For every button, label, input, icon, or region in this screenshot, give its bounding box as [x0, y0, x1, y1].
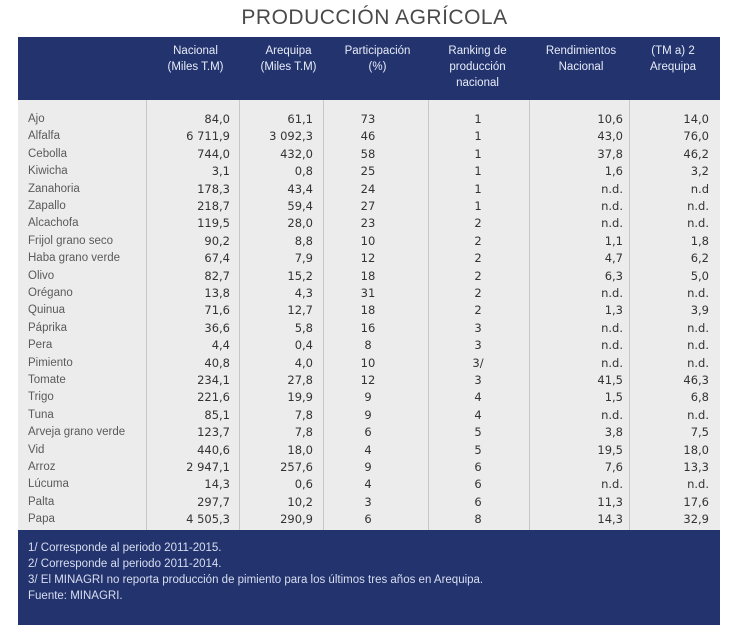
- table-cell: 6: [474, 477, 482, 492]
- table-cell: 2: [474, 216, 482, 231]
- header-ranking: [430, 43, 525, 91]
- table-cell: 46: [360, 129, 376, 144]
- table-cell: 46,3: [683, 373, 709, 387]
- table-row: [18, 268, 720, 285]
- table-cell: 4: [474, 407, 482, 422]
- table-cell: 0,4: [294, 338, 313, 353]
- table-row: [18, 181, 720, 198]
- table-cell: n.d.: [687, 286, 709, 300]
- table-cell: 9: [364, 407, 372, 422]
- crop-name: Arroz: [28, 461, 56, 473]
- table-cell: 9: [364, 390, 372, 405]
- table-row: [18, 302, 720, 319]
- table-row: [18, 494, 720, 511]
- table-cell: 82,7: [204, 268, 230, 283]
- header-participacion-line1: Participación: [344, 45, 411, 57]
- table-row: [18, 337, 720, 354]
- table-row: [18, 511, 720, 528]
- header-rendimientos-line2: Nacional: [558, 61, 604, 73]
- table-cell: 218,7: [197, 199, 230, 213]
- table-row: [18, 442, 720, 459]
- table-cell: 8: [364, 338, 372, 353]
- table-cell: 6: [364, 425, 372, 440]
- table-cell: 5,8: [294, 320, 313, 335]
- source-note: Fuente: MINAGRI.: [28, 590, 123, 602]
- table-cell: 3,1: [211, 164, 230, 179]
- table-cell: 3: [474, 338, 482, 353]
- crop-name: Vid: [28, 443, 45, 456]
- table-body: [18, 100, 720, 530]
- table-cell: 2: [474, 268, 482, 283]
- footnote-2: 2/ Corresponde al periodo 2011-2014.: [28, 558, 222, 570]
- table-cell: 10,2: [287, 494, 313, 509]
- table-cell: 1: [474, 129, 482, 144]
- crop-name: Tuna: [28, 408, 54, 421]
- table-row: [18, 163, 720, 180]
- crop-name: Quinua: [28, 304, 66, 317]
- table-cell: 43,0: [597, 129, 623, 144]
- table-cell: 1: [474, 112, 482, 126]
- table-cell: n.d.: [687, 355, 709, 370]
- header-nacional: [153, 43, 238, 75]
- table-cell: 6,3: [604, 268, 623, 283]
- table-cell: 257,6: [280, 460, 313, 474]
- table-cell: 73: [360, 112, 376, 126]
- table-cell: 18: [360, 268, 376, 283]
- footnote-3: 3/ El MINAGRI no reporta producción de pimiento para los últimos tres años en Arequipa.: [28, 574, 484, 586]
- table-cell: 4,4: [211, 338, 230, 353]
- table-cell: 7,9: [294, 251, 313, 266]
- crop-name: Ajo: [28, 113, 45, 125]
- table-cell: 744,0: [197, 146, 230, 161]
- header-tma-line1: (TM a) 2: [651, 45, 695, 57]
- table-cell: 10,6: [597, 112, 623, 126]
- table-cell: n.d.: [687, 477, 709, 492]
- table-cell: 0,8: [294, 164, 313, 179]
- crop-name: Orégano: [28, 287, 73, 299]
- table-cell: 10: [360, 233, 376, 248]
- table-cell: 290,9: [280, 512, 313, 527]
- table-cell: n.d.: [601, 320, 623, 335]
- table-cell: 5: [474, 442, 482, 457]
- table-cell: 1: [474, 199, 482, 213]
- table-cell: 16: [360, 320, 376, 335]
- header-tma-line2: Arequipa: [649, 61, 697, 73]
- table-cell: 1: [474, 181, 482, 196]
- table-cell: 6: [364, 512, 372, 527]
- table-row: [18, 198, 720, 215]
- header-ranking-line1: Ranking de: [448, 45, 507, 57]
- table-cell: 12: [360, 373, 376, 387]
- table-row: [18, 146, 720, 163]
- table-cell: 2 947,1: [186, 460, 230, 474]
- table-cell: 6,2: [690, 251, 709, 266]
- table-cell: n.d.: [601, 338, 623, 353]
- table-cell: 119,5: [197, 216, 230, 231]
- table-cell: n.d.: [687, 216, 709, 231]
- header-arequipa-line1: Arequipa: [265, 45, 312, 57]
- table-cell: 11,3: [597, 494, 623, 509]
- table-cell: 2: [474, 286, 482, 300]
- table-cell: 12: [360, 251, 376, 266]
- table-cell: 2: [474, 233, 482, 248]
- table-cell: 6,8: [690, 390, 709, 405]
- table-cell: 3,8: [604, 425, 623, 440]
- table-cell: 71,6: [204, 303, 230, 318]
- table-cell: 4: [474, 390, 482, 405]
- table-cell: 6: [474, 494, 482, 509]
- table-cell: 27: [360, 199, 376, 213]
- page-title: PRODUCCIÓN AGRÍCOLA: [241, 6, 508, 29]
- table-cell: 36,6: [204, 320, 230, 335]
- table-cell: 7,5: [690, 425, 709, 440]
- table-cell: 4: [364, 477, 372, 492]
- crop-name: Pimiento: [28, 356, 73, 369]
- table-row: [18, 389, 720, 406]
- table-cell: n.d.: [601, 407, 623, 422]
- table-cell: 6: [474, 460, 482, 474]
- crop-name: Pera: [28, 339, 53, 352]
- table-cell: 85,1: [204, 407, 230, 422]
- table-cell: 178,3: [197, 181, 230, 196]
- table-cell: 2: [474, 303, 482, 318]
- crop-name: Alfalfa: [28, 130, 60, 143]
- crop-name: Papa: [28, 513, 55, 526]
- header-nacional-line2: (Miles T.M): [167, 61, 224, 73]
- table-cell: 5,0: [690, 268, 709, 283]
- table-cell: 43,4: [287, 181, 313, 196]
- table-cell: 4: [364, 442, 372, 457]
- table-cell: 1,6: [604, 164, 623, 179]
- table-cell: 76,0: [683, 129, 709, 144]
- footnote-1: 1/ Corresponde al periodo 2011-2015.: [28, 542, 222, 554]
- table-cell: 32,9: [683, 512, 709, 527]
- table-row: [18, 233, 720, 250]
- table-cell: 0,6: [294, 477, 313, 492]
- table-cell: 3,2: [690, 164, 709, 179]
- table-cell: 41,5: [597, 373, 623, 387]
- table-cell: 14,3: [597, 512, 623, 527]
- table-cell: 10: [360, 355, 376, 370]
- table-cell: 19,5: [597, 442, 623, 457]
- table-cell: 37,8: [597, 146, 623, 161]
- crop-name: Alcachofa: [28, 217, 79, 230]
- table-cell: n.d.: [687, 320, 709, 335]
- crop-name: Arveja grano verde: [28, 426, 126, 439]
- table-cell: 2: [474, 251, 482, 266]
- crop-name: Frijol grano seco: [28, 234, 114, 247]
- table-cell: 1: [474, 164, 482, 179]
- table-cell: 3: [474, 373, 482, 387]
- production-table: [18, 37, 720, 625]
- table-row: [18, 476, 720, 493]
- crop-name: Palta: [28, 495, 55, 508]
- table-cell: 7,8: [294, 425, 313, 440]
- table-cell: 123,7: [197, 425, 230, 440]
- table-cell: 4,7: [604, 251, 623, 266]
- table-cell: 19,9: [287, 390, 313, 405]
- table-cell: n.d.: [601, 181, 623, 196]
- table-cell: 5: [474, 425, 482, 440]
- table-cell: 9: [364, 460, 372, 474]
- table-cell: 1,5: [604, 390, 623, 405]
- table-cell: 7,8: [294, 407, 313, 422]
- table-cell: 13,8: [204, 286, 230, 300]
- table-row: [18, 285, 720, 302]
- table-cell: 1,8: [690, 233, 709, 248]
- table-row: [18, 215, 720, 232]
- header-tma-arequipa: [633, 43, 713, 75]
- table-cell: 58: [360, 146, 376, 161]
- table-cell: 84,0: [204, 112, 230, 126]
- table-cell: 12,7: [287, 303, 313, 318]
- table-cell: 15,2: [287, 268, 313, 283]
- header-participacion: [330, 43, 425, 75]
- crop-name: Cebolla: [28, 147, 67, 160]
- table-cell: 7,6: [604, 460, 623, 474]
- header-arequipa: [246, 43, 331, 75]
- table-cell: 3: [474, 320, 482, 335]
- table-row: [18, 355, 720, 372]
- table-cell: 4,3: [294, 286, 313, 300]
- table-cell: n.d.: [687, 199, 709, 213]
- table-cell: n.d.: [601, 216, 623, 231]
- table-cell: 3/: [472, 355, 484, 370]
- table-cell: n.d.: [601, 355, 623, 370]
- table-cell: 297,7: [197, 494, 230, 509]
- table-cell: 8,8: [294, 233, 313, 248]
- table-row: [18, 372, 720, 389]
- table-row: [18, 111, 720, 128]
- table-cell: n.d.: [601, 199, 623, 213]
- table-cell: 14,0: [683, 112, 709, 126]
- header-rendimientos-line1: Rendimientos: [545, 45, 617, 57]
- table-row: [18, 424, 720, 441]
- table-cell: n.d.: [601, 286, 623, 300]
- table-cell: 14,3: [204, 477, 230, 492]
- table-row: [18, 320, 720, 337]
- table-cell: 59,4: [287, 199, 313, 213]
- crop-name: Zapallo: [28, 200, 66, 212]
- table-cell: 17,6: [683, 494, 709, 509]
- table-cell: 40,8: [204, 355, 230, 370]
- table-cell: 1,1: [604, 233, 623, 248]
- header-ranking-line3: nacional: [456, 77, 499, 89]
- table-cell: 61,1: [287, 112, 313, 126]
- table-cell: 23: [360, 216, 376, 231]
- crop-name: Lúcuma: [28, 478, 69, 491]
- crop-name: Haba grano verde: [28, 252, 121, 265]
- table-cell: 67,4: [204, 251, 230, 266]
- table-cell: 234,1: [197, 373, 230, 387]
- table-row: [18, 459, 720, 476]
- table-cell: 46,2: [683, 146, 709, 161]
- table-cell: 90,2: [204, 233, 230, 248]
- table-cell: n.d.: [601, 477, 623, 492]
- table-cell: 27,8: [287, 373, 313, 387]
- table-row: [18, 250, 720, 267]
- crop-name: Tomate: [28, 374, 66, 386]
- table-cell: 221,6: [197, 390, 230, 405]
- table-cell: 4 505,3: [186, 512, 230, 527]
- table-cell: 24: [360, 181, 376, 196]
- table-footnotes: [18, 530, 720, 625]
- table-row: [18, 128, 720, 145]
- table-cell: 18,0: [683, 442, 709, 457]
- table-cell: 18,0: [287, 442, 313, 457]
- table-cell: 1: [474, 146, 482, 161]
- crop-name: Kiwicha: [28, 165, 68, 178]
- crop-name: Olivo: [28, 269, 55, 282]
- table-row: [18, 407, 720, 424]
- table-cell: 13,3: [683, 460, 709, 474]
- table-cell: 432,0: [280, 146, 313, 161]
- table-cell: 8: [474, 512, 482, 527]
- table-cell: 440,6: [197, 442, 230, 457]
- table-cell: 6 711,9: [186, 129, 230, 144]
- table-cell: 31: [360, 286, 376, 300]
- crop-name: Zanahoria: [28, 182, 80, 195]
- table-cell: 3 092,3: [269, 129, 313, 144]
- table-cell: n.d: [690, 181, 709, 196]
- header-ranking-line2: producción: [449, 61, 506, 73]
- table-cell: 3,9: [690, 303, 709, 318]
- table-cell: 4,0: [294, 355, 313, 370]
- crop-name: Páprika: [28, 321, 67, 334]
- table-cell: 1,3: [604, 303, 623, 318]
- table-header: [18, 37, 720, 100]
- table-cell: n.d.: [687, 407, 709, 422]
- table-cell: n.d.: [687, 338, 709, 353]
- header-nacional-line1: Nacional: [173, 45, 218, 57]
- header-arequipa-line2: (Miles T.M): [260, 61, 317, 73]
- crop-name: Trigo: [28, 391, 54, 404]
- header-rendimientos: [531, 43, 631, 75]
- table-cell: 25: [360, 164, 376, 179]
- header-participacion-line2: (%): [368, 61, 387, 73]
- table-cell: 18: [360, 303, 376, 318]
- table-cell: 3: [364, 494, 372, 509]
- table-cell: 28,0: [287, 216, 313, 231]
